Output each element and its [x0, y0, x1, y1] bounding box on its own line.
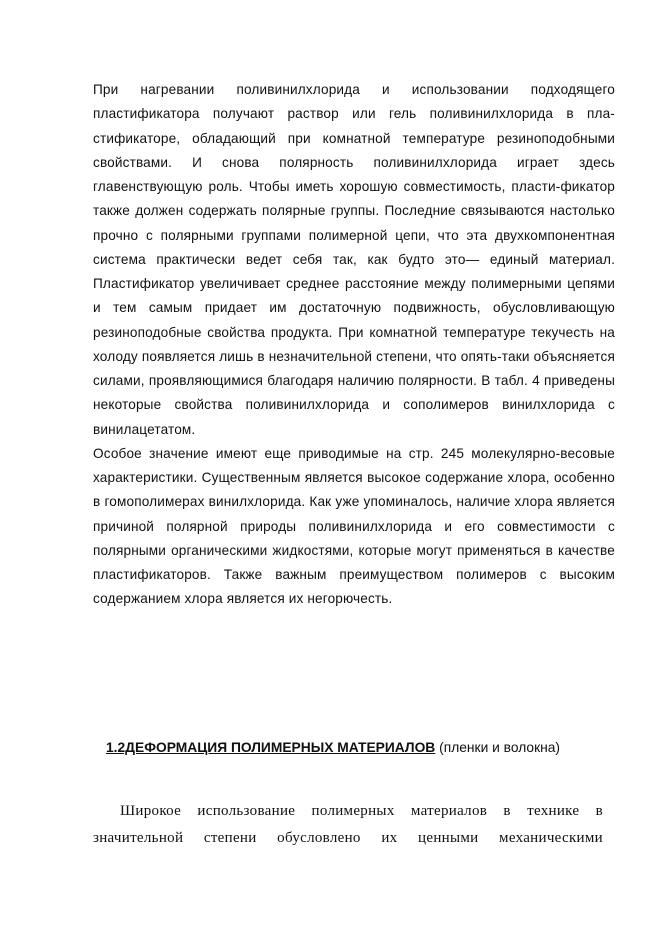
body-text	[93, 78, 615, 612]
section-heading-subtitle: (пленки и волокна)	[439, 740, 560, 755]
section-heading	[106, 738, 601, 758]
section-heading-title: 1.2ДЕФОРМАЦИЯ ПОЛИМЕРНЫХ МАТЕРИАЛОВ	[106, 740, 436, 755]
paragraph-pvc-plasticizer: При нагревании поливинилхлорида и использовании подходящего пластификатора получают раствор или гель поливинилхлорида в пла-стификаторе, обладающий при комнатной температуре резиноподобными свойствами. И снова полярность поливинилхлорида играет здесь главенствующую роль. Чтобы иметь хорошую совместимость, пласти-фикатор также должен содержать полярные группы. Последние связываются настолько прочно с полярными группами полимерной цепи, что эта двухкомпонентная система практически ведет себя так, как будто это— единый материал. Пластификатор увеличивает среднее расстояние между полимерными цепями и тем самым придает им достаточную подвижность, обусловливающую резиноподобные свойства продукта. При комнатной температуре текучесть на холоду появляется лишь в незначительной степени, что опять-таки объясняется силами, проявляющимися благодаря наличию полярности. В табл. 4 приведены некоторые свойства поливинилхлорида и сополимеров винилхлорида с винилацетатом.	[93, 82, 615, 437]
section-intro-paragraph: Широкое использование полимерных материалов в технике в значительной степени обусловлено их ценными механическими	[93, 803, 603, 846]
paragraph-chlorine-content: Особое значение имеют еще приводимые на стр. 245 молекулярно-весовые характеристики. Существенным является высокое содержание хлора, особенно в гомополимерах винилхлорида. Как уже упоминалось, наличие хлора является причиной полярной природы поливинилхлорида и его совместимости с полярными органическими жидкостями, которые могут применяться в качестве пластификаторов. Также важным преимуществом полимеров с высоким содержанием хлора является их негорючесть.	[93, 445, 615, 607]
